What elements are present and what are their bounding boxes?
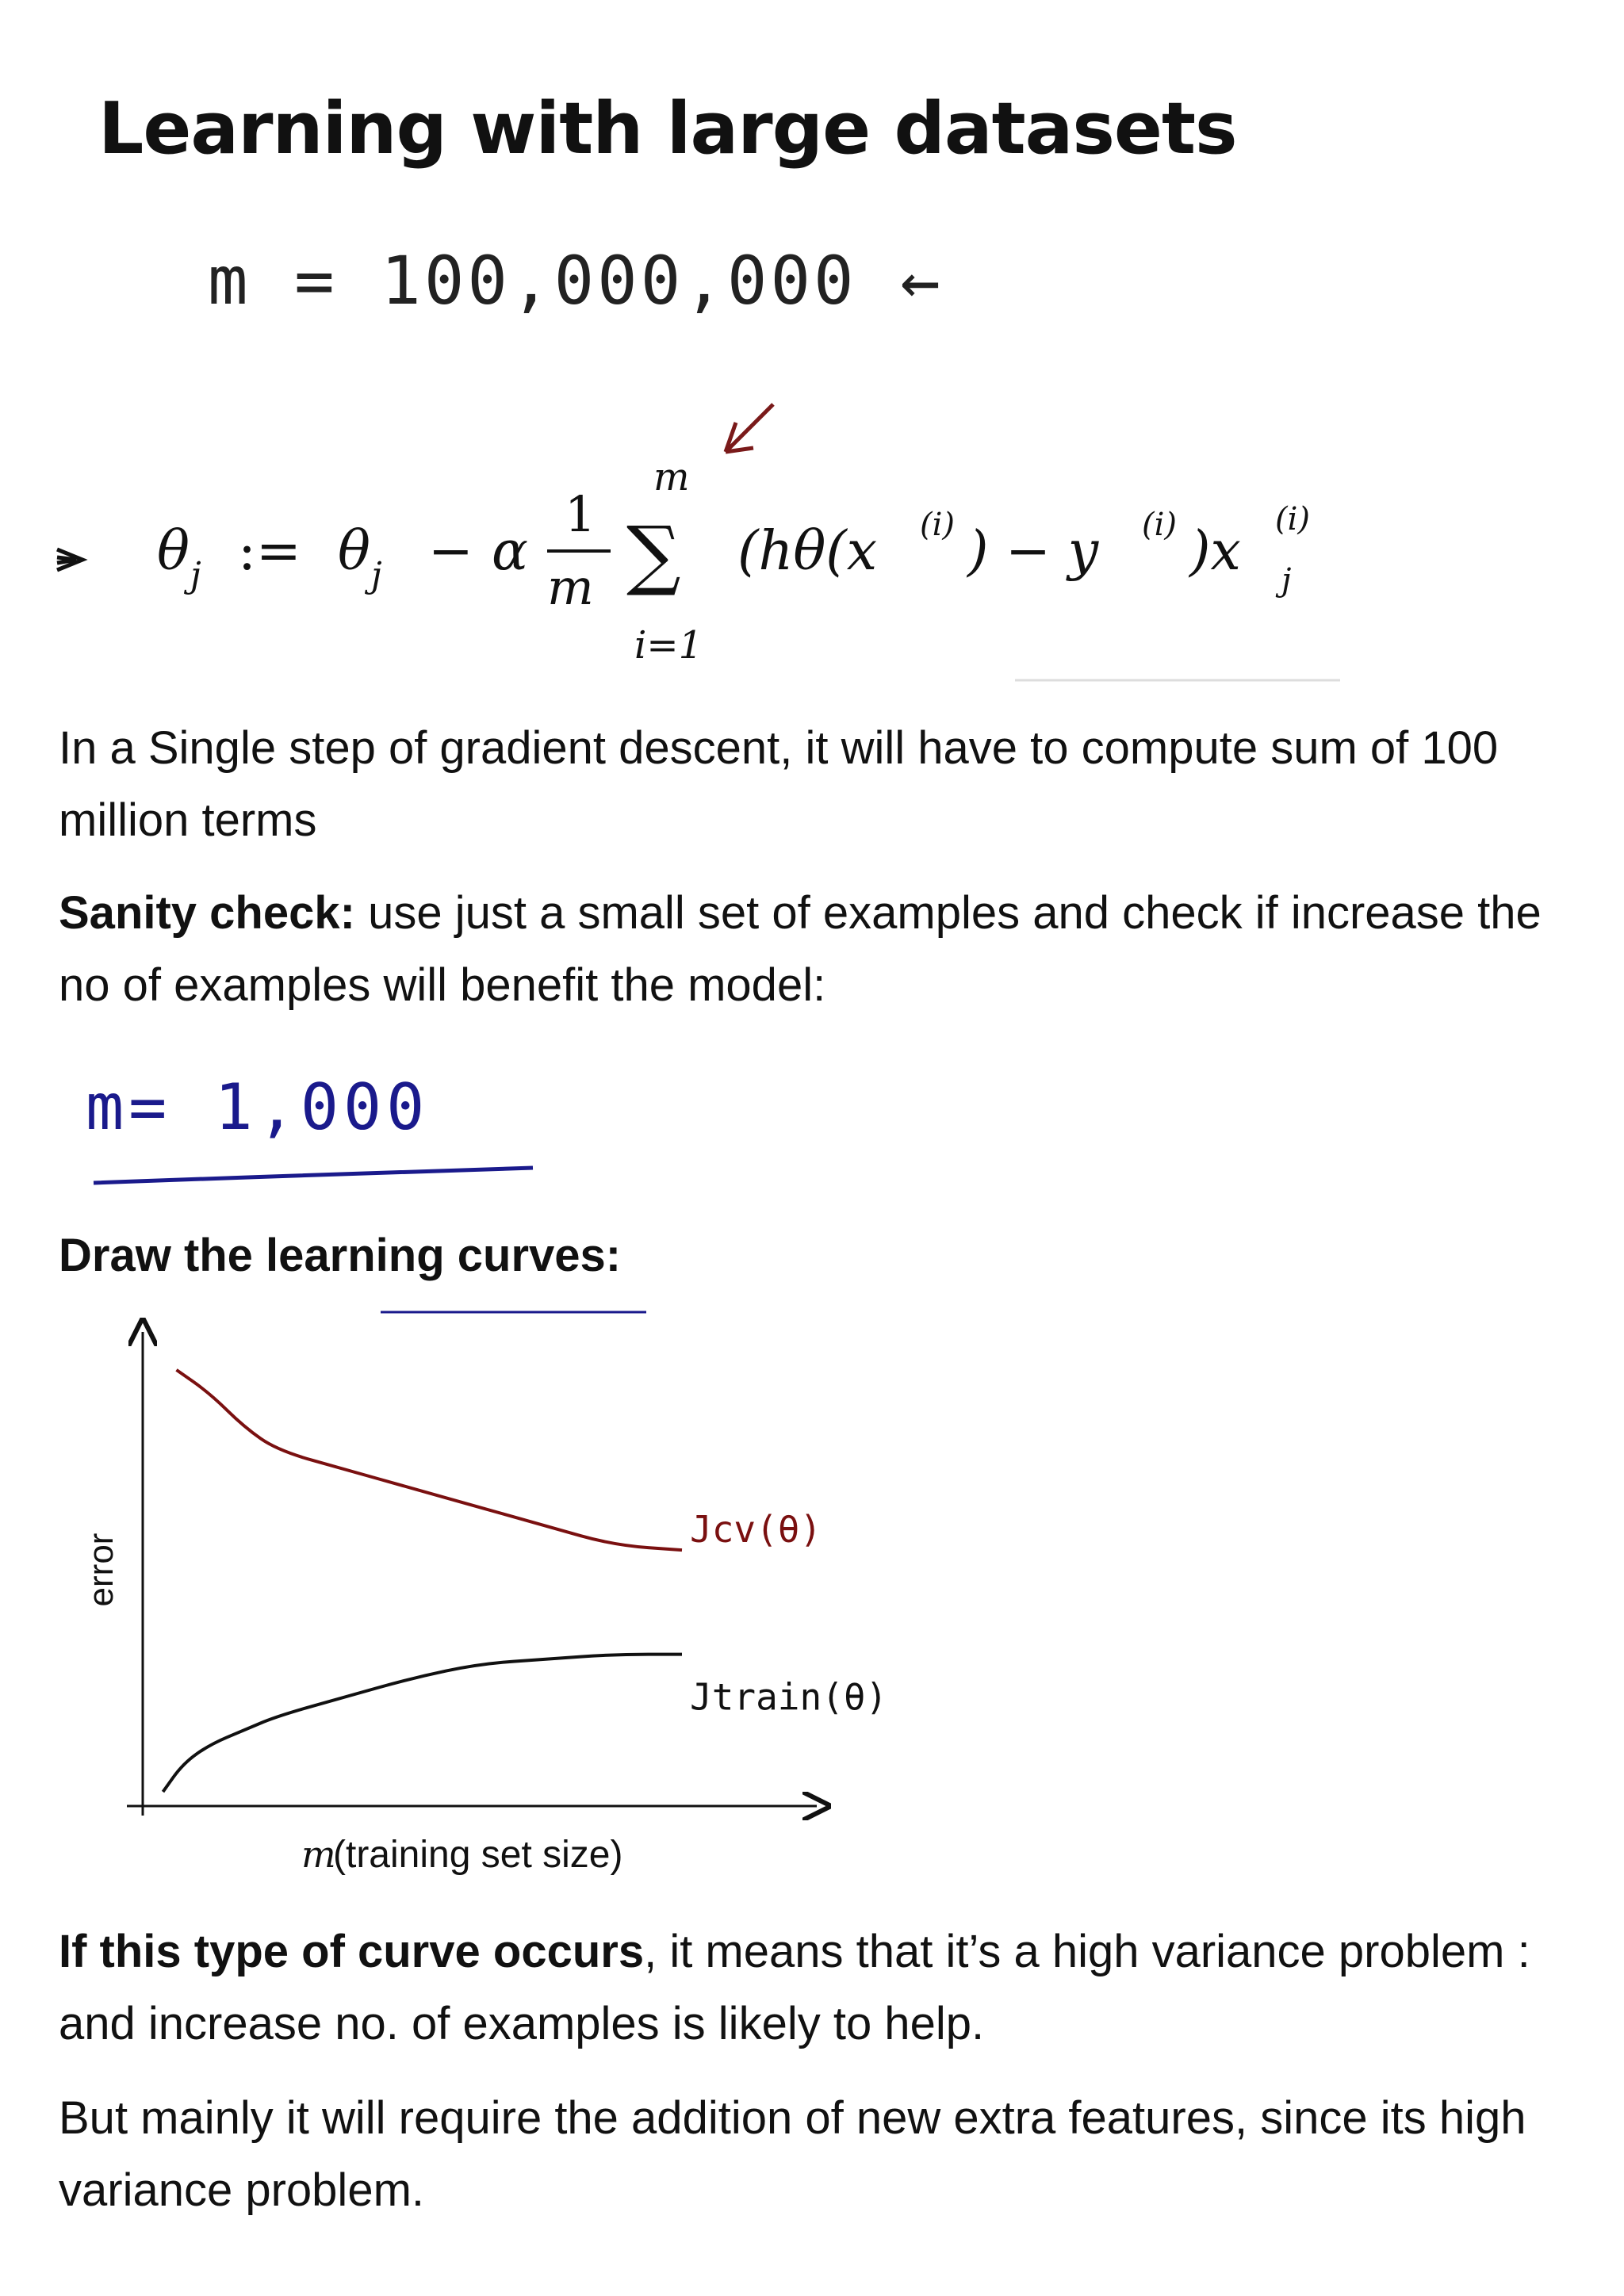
small-m-annotation: m= 1,000 — [86, 1070, 430, 1144]
paragraph-extra-features: But mainly it will require the addition of new extra features, since its high variance problem. — [59, 2092, 1526, 2216]
curve-occurs-label: If this type of curve occurs — [59, 1926, 645, 1977]
hypothesis-term: (hθ(x — [737, 520, 878, 583]
implication-arrow-icon — [57, 549, 82, 570]
paragraph-sanity-check — [59, 877, 1581, 1021]
alpha-symbol: α — [492, 520, 528, 583]
assign-operator: := — [238, 520, 301, 583]
theta-subscript: j — [190, 555, 201, 595]
dataset-size-annotation: m = 100,000,000 ← — [208, 242, 944, 320]
sum-sigma: ∑ — [626, 510, 681, 599]
series-label-1: Jtrain(θ) — [690, 1675, 888, 1719]
theta-symbol-2: θ — [338, 520, 370, 583]
sum-upper-limit: m — [653, 455, 690, 499]
handwritten-arrow-icon — [726, 404, 773, 452]
superscript-i-1: (i) — [920, 507, 956, 543]
theta-subscript-2: j — [371, 555, 382, 595]
fraction-denominator: m — [547, 558, 594, 616]
x-axis-label-variable: m — [301, 1833, 336, 1876]
paragraph-gradient-step: In a Single step of gradient descent, it will have to compute sum of 100 million terms — [59, 722, 1499, 846]
high-variance-text: , it means that it’s a high variance problem : and increase no. of examples is likely to help. — [59, 1926, 1530, 2049]
theta-symbol: θ — [157, 520, 190, 583]
series-line-0 — [177, 1370, 683, 1550]
paragraph-learning-curves — [59, 1219, 1581, 1292]
series-line-1 — [163, 1655, 683, 1792]
x-axis-label — [301, 1833, 622, 1876]
small-m-underline — [94, 1168, 533, 1183]
series-label-0: Jcv(θ) — [690, 1508, 822, 1552]
x-feature-term: )x — [1189, 520, 1241, 583]
minus-y-term: ) − y — [967, 520, 1099, 583]
minus-operator: − — [428, 520, 473, 583]
sanity-check-text: use just a small set of examples and check if increase the no of examples will benefit the model: — [59, 887, 1542, 1011]
fraction-numerator: 1 — [565, 485, 596, 543]
paragraph-high-variance — [59, 1915, 1581, 2060]
superscript-i-2: (i) — [1142, 507, 1178, 543]
y-axis-label: error — [82, 1533, 121, 1607]
page-title: Learning with large datasets — [98, 87, 1237, 170]
x-axis-label-text: (training set size) — [333, 1834, 623, 1876]
gradient-descent-formula — [0, 396, 1624, 714]
learning-curve-chart — [56, 1308, 912, 1903]
superscript-i-3: (i) — [1275, 501, 1311, 538]
sanity-check-label: Sanity check: — [59, 887, 355, 939]
learning-curves-heading: Draw the learning curves: — [59, 1230, 622, 1281]
sum-lower-limit: i=1 — [634, 623, 703, 668]
x-subscript-j: j — [1281, 562, 1292, 599]
